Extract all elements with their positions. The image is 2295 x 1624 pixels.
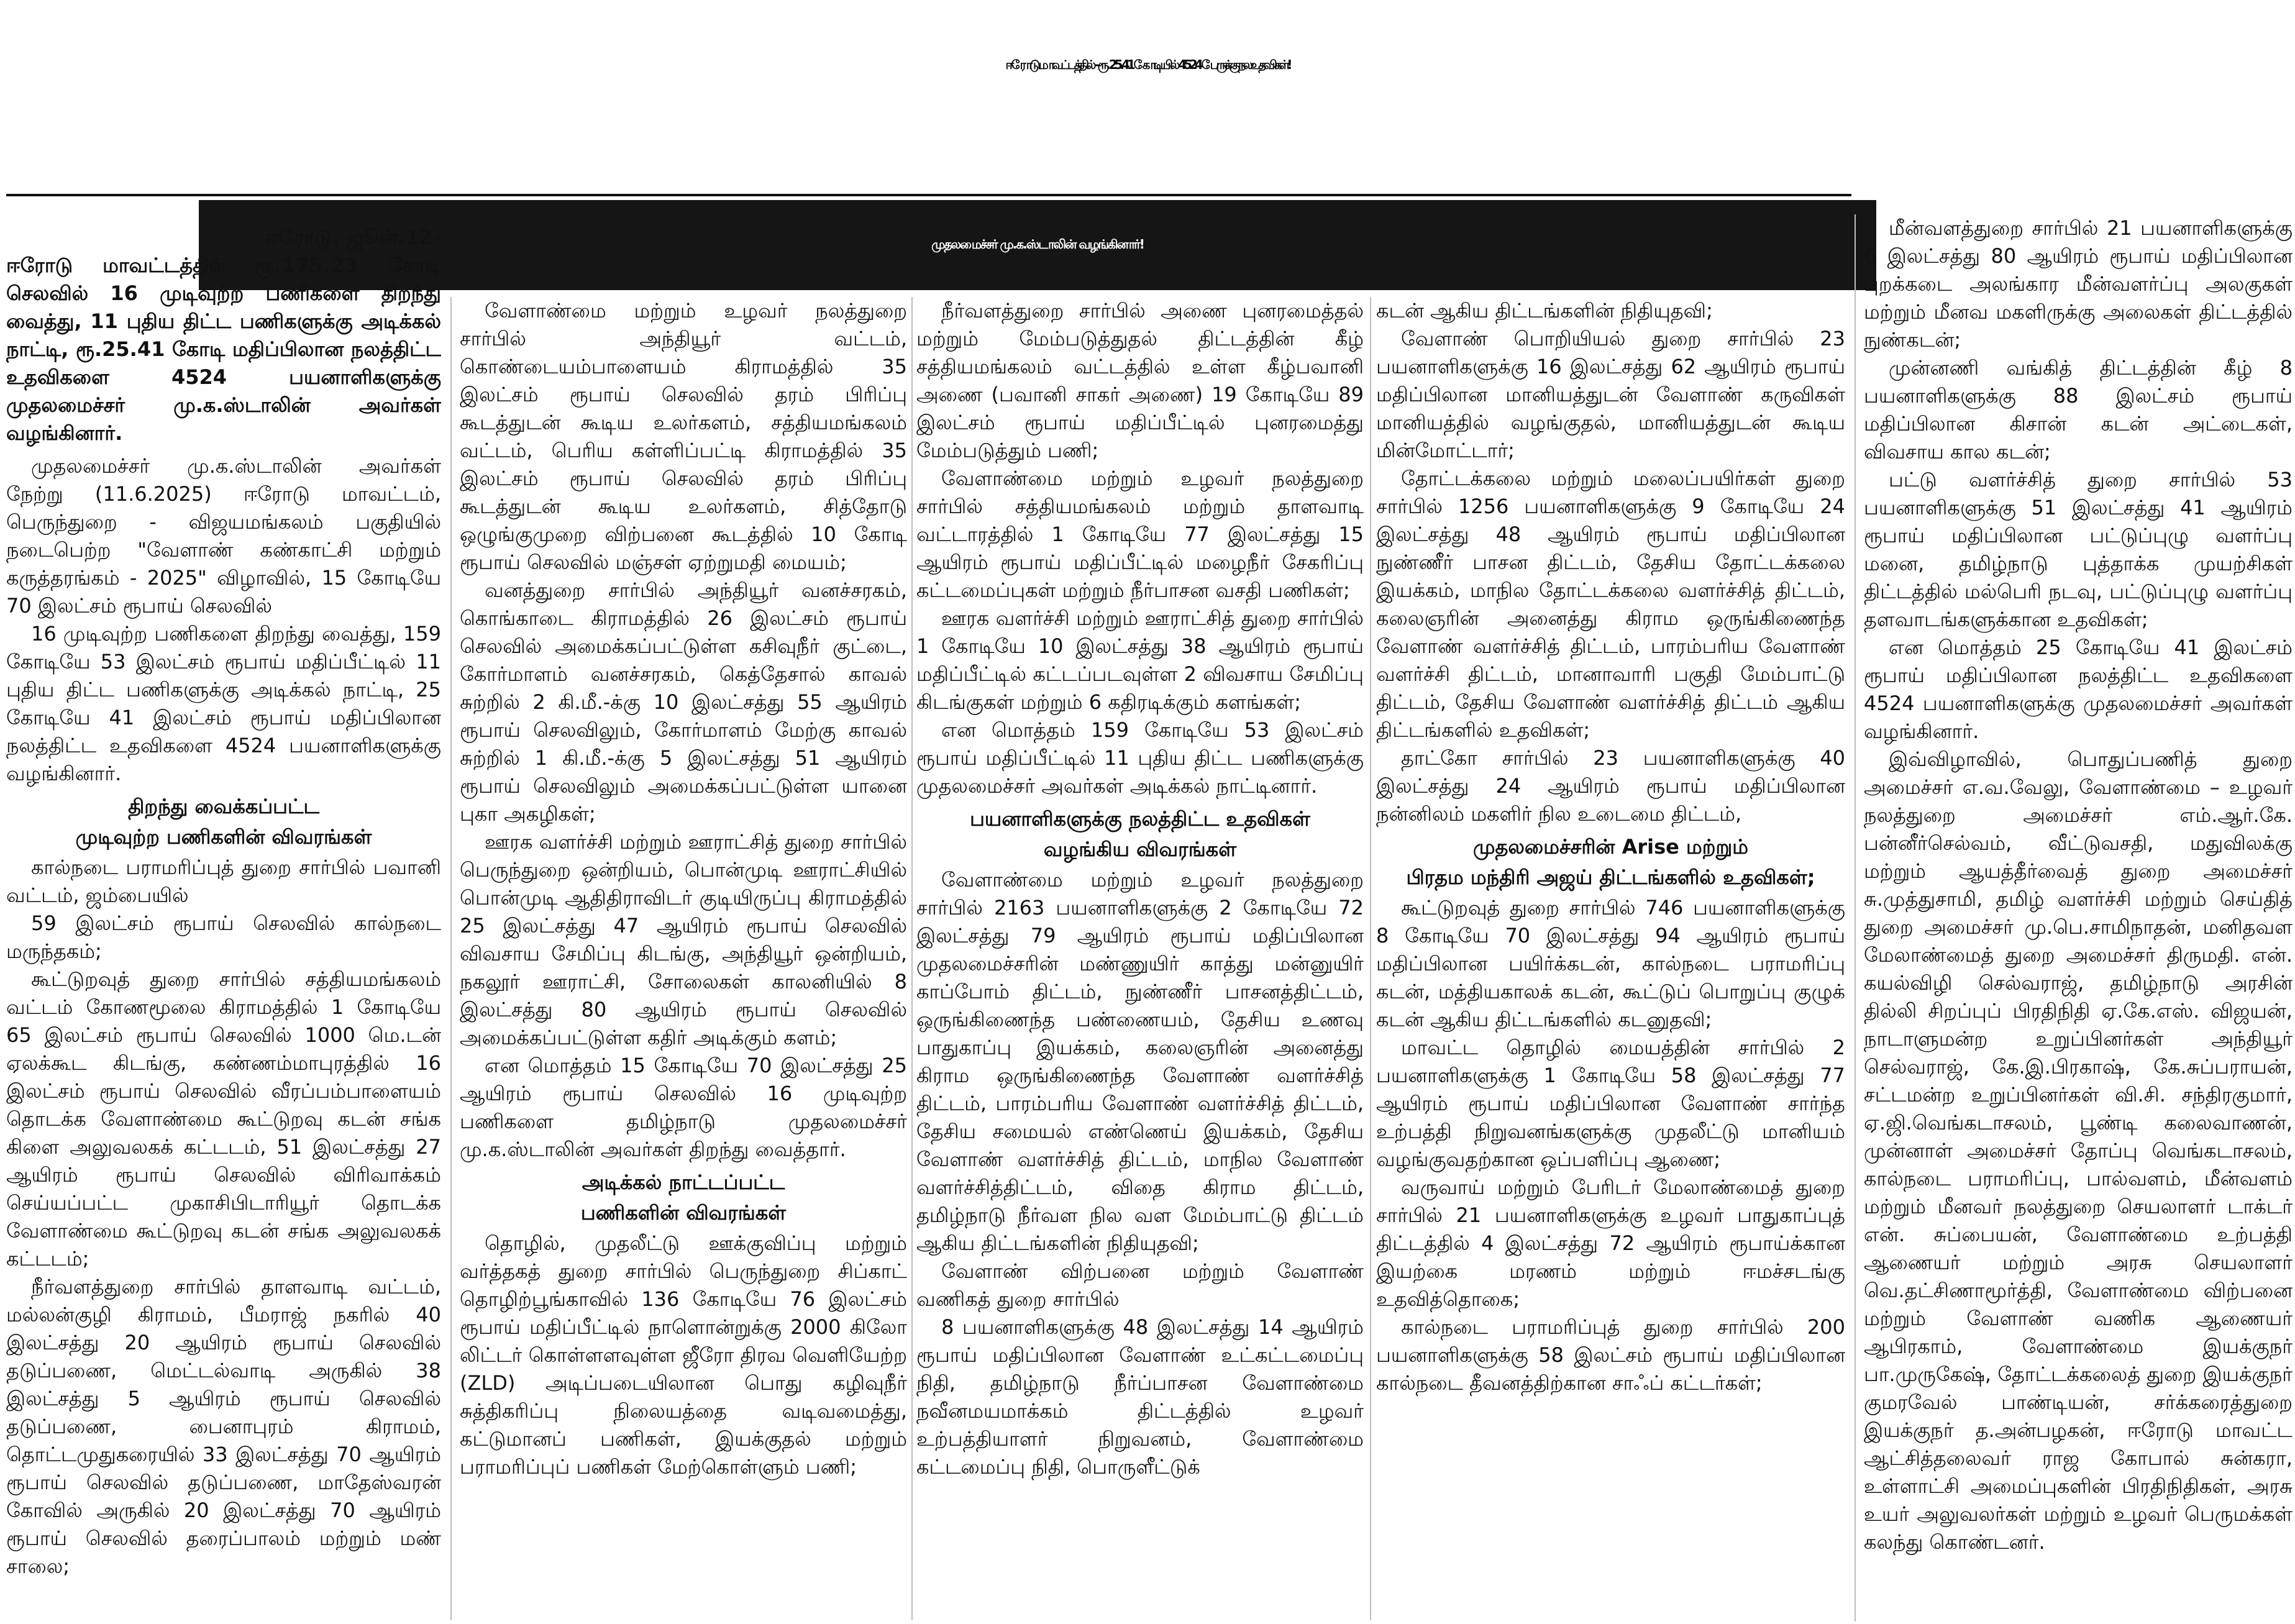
paragraph: வேளாண்மை மற்றும் உழவர் நலத்துறை சார்பில் 2163 பயனாளிகளுக்கு 2 கோடியே 72 இலட்சத்து 79 ஆயிரம் ரூபாய் மதிப்பிலான முதலமைச்சரின் மண்ணுயிர் காத்து மன்னுயிர் காப்போம் திட்டம், நுண்ணீர் பாசனத்திட்டம், ஒருங்கிணைந்த பண்ணையம், தேசிய உணவு பாதுகாப்பு இயக்கம், கலைஞரின் அனைத்து கிராம ஒருங்கிணைந்த வேளாண் வளர்ச்சித் திட்டம், பாரம்பரிய வேளாண் வளர்ச்சித் திட்டம், தேசிய சமையல் எண்ணெய் இயக்கம், தேசிய வேளாண் வளர்ச்சித் திட்டம், மாநில வேளாண் வளர்ச்சித்திட்டம், விதை கிராம திட்டம், தமிழ்நாடு நீர்வள நில வள மேம்பாட்டு திட்டம் ஆகிய திட்டங்களின் நிதியுதவி; [916,868,1364,1255]
section-subheading: முதலமைச்சரின் Arise மற்றும் [1472,835,1749,859]
paragraph: வருவாய் மற்றும் பேரிடர் மேலாண்மைத் துறை சார்பில் 21 பயனாளிகளுக்கு உழவர் பாதுகாப்புத் திட்டத்தில் 4 இலட்சத்து 72 ஆயிரம் ரூபாய்க்கான இயற்கை மரணம் மற்றும் ஈமச்சடங்கு உதவித்தொகை; [1376,1175,1845,1311]
article-column-3 [916,297,1364,1624]
paragraph: ஊரக வளர்ச்சி மற்றும் ஊராட்சித் துறை சார்பில் பெருந்துறை ஒன்றியம், பொன்முடி ஊராட்சியில் பொன்முடி ஆதிதிராவிடர் குடியிருப்பு கிராமத்தில் 25 இலட்சத்து 47 ஆயிரம் ரூபாய் செலவில் விவசாய சேமிப்பு கிடங்கு, அந்தியூர் ஒன்றியம், நகலூர் ஊராட்சி, சோலைகள் காலனியில் 8 இலட்சத்து 80 ஆயிரம் ரூபாய் செலவில் அமைக்கப்பட்டுள்ள கதிர் அடிக்கும் களம்; [460,830,907,1049]
headline-rule [6,194,1851,196]
column-divider [1370,297,1371,1620]
paragraph: நீர்வளத்துறை சார்பில் தாளவாடி வட்டம், மல்லன்குழி கிராமம், பீமராஜ் நகரில் 40 இலட்சத்து 20 ஆயிரம் ரூபாய் செலவில் தடுப்பணை, மெட்டல்வாடி அருகில் 38 இலட்சத்து 5 ஆயிரம் ரூபாய் செலவில் தடுப்பணை, பைனாபுரம் கிராமம், தொட்டமுதுகரையில் 33 இலட்சத்து 70 ஆயிரம் ரூபாய் செலவில் தடுப்பணை, மாதேஸ்வரன் கோவில் அருகில் 20 இலட்சத்து 70 ஆயிரம் ரூபாய் செலவில் தரைப்பாலம் மற்றும் மண் சாலை; [6,1275,441,1578]
paragraph: என மொத்தம் 25 கோடியே 41 இலட்சம் ரூபாய் மதிப்பிலான நலத்திட்ட உதவிகளை 4524 பயனாளிகளுக்கு முதலமைச்சர் அவர்கள் வழங்கினார். [1864,636,2293,743]
paragraph: என மொத்தம் 15 கோடியே 70 இலட்சத்து 25 ஆயிரம் ரூபாய் செலவில் 16 முடிவுற்ற பணிகளை தமிழ்நாடு முதலமைச்சர் மு.க.ஸ்டாலின் அவர்கள் திறந்து வைத்தார். [460,1054,907,1161]
paragraph: பட்டு வளர்ச்சித் துறை சார்பில் 53 பயனாளிகளுக்கு 51 இலட்சத்து 41 ஆயிரம் ரூபாய் மதிப்பிலான பட்டுப்புழு வளர்ப்பு மனை, தமிழ்நாடு புத்தாக்க முயற்சிகள் திட்டத்தில் மல்பெரி நடவு, பட்டுப்புழு வளர்ப்பு தளவாடங்களுக்கான உதவிகள்; [1864,468,2293,631]
column-divider [450,297,452,1620]
paragraph: வேளாண் பொறியியல் துறை சார்பில் 23 பயனாளிகளுக்கு 16 இலட்சத்து 62 ஆயிரம் ரூபாய் மதிப்பிலான மானியத்துடன் வேளாண் கருவிகள் மானியத்தில் வழங்குதல், மானியத்துடன் கூடிய மின்மோட்டார்; [1376,327,1845,462]
paragraph: கால்நடை பராமரிப்புத் துறை சார்பில் பவானி வட்டம், ஜம்பையில் [6,855,441,907]
paragraph: வேளாண்மை மற்றும் உழவர் நலத்துறை சார்பில் சத்தியமங்கலம் மற்றும் தாளவாடி வட்டாரத்தில் 1 கோடியே 77 இலட்சத்து 15 ஆயிரம் ரூபாய் மதிப்பீட்டில் மழைநீர் சேகரிப்பு கட்டமைப்புகள் மற்றும் நீர்பாசன வசதி பணிகள்; [916,467,1364,602]
paragraph: கடன் ஆகிய திட்டங்களின் நிதியுதவி; [1376,299,1713,322]
article-column-1 [6,224,441,1622]
paragraph: கால்நடை பராமரிப்புத் துறை சார்பில் 200 பயனாளிகளுக்கு 58 இலட்சம் ரூபாய் மதிப்பிலான கால்நடை தீவனத்திற்கான சாஃப் கட்டர்கள்; [1376,1315,1845,1395]
column-divider [1855,214,1856,1622]
paragraph: நீர்வளத்துறை சார்பில் அணை புனரமைத்தல் மற்றும் மேம்படுத்துதல் திட்டத்தின் கீழ் சத்தியமங்கலம் வட்டத்தில் உள்ள கீழ்பவானி அணை (பவானி சாகர் அணை) 19 கோடியே 89 இலட்சம் ரூபாய் மதிப்பீட்டில் புனரமைத்து மேம்படுத்தும் பணி; [916,299,1364,462]
section-subheading: பணிகளின் விவரங்கள் [580,1201,787,1225]
column-divider [911,297,913,1620]
section-subheading: முடிவுற்ற பணிகளின் விவரங்கள் [75,825,372,849]
paragraph: 8 பயனாளிகளுக்கு 48 இலட்சத்து 14 ஆயிரம் ரூபாய் மதிப்பிலான வேளாண் உட்கட்டமைப்பு நிதி, தமிழ்நாடு நீர்ப்பாசன வேளாண்மை நவீனமயமாக்கம் திட்டத்தில் உழவர் உற்பத்தியாளர் நிறுவனம், வேளாண்மை கட்டமைப்பு நிதி, பொருளீட்டுக் [916,1315,1364,1479]
section-subheading: பயனாளிகளுக்கு நலத்திட்ட உதவிகள் [970,807,1310,831]
paragraph: மீன்வளத்துறை சார்பில் 21 பயனாளிகளுக்கு 6 இலட்சத்து 80 ஆயிரம் ரூபாய் மதிப்பிலான புறக்கடை அலங்கார மீன்வளர்ப்பு அலகுகள் மற்றும் மீனவ மகளிருக்கு அலைகள் திட்டத்தில் நுண்கடன்; [1864,216,2293,352]
paragraph: 16 முடிவுற்ற பணிகளை திறந்து வைத்து, 159 கோடியே 53 இலட்சம் ரூபாய் மதிப்பீட்டில் 11 புதிய திட்ட பணிகளுக்கு அடிக்கல் நாட்டி, 25 கோடியே 41 இலட்சம் ரூபாய் மதிப்பிலான நலத்திட்ட உதவிகளை 4524 பயனாளிகளுக்கு வழங்கினார். [6,622,441,785]
dateline: ஈரோடு, ஜூன்.12- [265,226,441,249]
section-subheading: திறந்து வைக்கப்பட்ட [128,795,319,818]
section-subheading: பிரதம மந்திரி அஜய் திட்டங்களில் உதவிகள்; [1406,865,1815,889]
paragraph: தோட்டக்கலை மற்றும் மலைப்பயிர்கள் துறை சார்பில் 1256 பயனாளிகளுக்கு 9 கோடியே 24 இலட்சத்து 48 ஆயிரம் ரூபாய் மதிப்பிலான நுண்ணீர் பாசன திட்டம், தேசிய தோட்டக்கலை இயக்கம், மாநில தோட்டக்கலை வளர்ச்சித் திட்டம், கலைஞரின் அனைத்து கிராம ஒருங்கிணைந்த வேளாண் வளர்ச்சித் திட்டம், பாரம்பரிய வேளாண் வளர்ச்சி திட்டம், மானாவாரி பகுதி மேம்பாட்டு திட்டம், தேசிய வேளாண் வளர்ச்சித் திட்டம் ஆகிய திட்டங்களில் உதவிகள்; [1376,467,1845,742]
subheadline-banner: முதலமைச்சர் மு.க.ஸ்டாலின் வழங்கினார்! [199,200,1876,290]
paragraph: ஊரக வளர்ச்சி மற்றும் ஊராட்சித் துறை சார்பில் 1 கோடியே 10 இலட்சத்து 38 ஆயிரம் ரூபாய் மதிப்பீட்டில் கட்டப்படவுள்ள 2 விவசாய சேமிப்பு கிடங்குகள் மற்றும் 6 கதிரடிக்கும் களங்கள்; [916,606,1364,714]
paragraph: என மொத்தம் 159 கோடியே 53 இலட்சம் ரூபாய் மதிப்பீட்டில் 11 புதிய திட்ட பணிகளுக்கு முதலமைச்சர் அவர்கள் அடிக்கல் நாட்டினார். [916,718,1364,798]
paragraph: கூட்டுறவுத் துறை சார்பில் 746 பயனாளிகளுக்கு 8 கோடியே 70 இலட்சத்து 94 ஆயிரம் ரூபாய் மதிப்பிலான பயிர்க்கடன், கால்நடை பராமரிப்பு கடன், மத்தியகாலக் கடன், கூட்டுப் பொறுப்பு குழுக் கடன் ஆகிய திட்டங்களில் கடனுதவி; [1376,896,1845,1031]
article-column-4 [1376,297,1845,1624]
paragraph: வேளாண்மை மற்றும் உழவர் நலத்துறை சார்பில் அந்தியூர் வட்டம், கொண்டையம்பாளையம் கிராமத்தில் 35 இலட்சம் ரூபாய் செலவில் தரம் பிரிப்பு கூடத்துடன் கூடிய உலர்களம், சத்தியமங்கலம் வட்டம், பெரிய கள்ளிப்பட்டி கிராமத்தில் 35 இலட்சம் ரூபாய் செலவில் தரம் பிரிப்பு கூடத்துடன் கூடிய உலர்களம், சித்தோடு ஒழுங்குமுறை விற்பனை கூடத்தில் 10 கோடி ரூபாய் செலவில் மஞ்சள் ஏற்றுமதி மையம்; [460,299,907,574]
paragraph: தாட்கோ சார்பில் 23 பயனாளிகளுக்கு 40 இலட்சத்து 24 ஆயிரம் ரூபாய் மதிப்பிலான நன்னிலம் மகளிர் நில உடைமை திட்டம், [1376,746,1845,826]
paragraph: இவ்விழாவில், பொதுப்பணித் துறை அமைச்சர் எ.வ.வேலு, வேளாண்மை – உழவர் நலத்துறை அமைச்சர் எம்.ஆர்.கே. பன்னீர்செல்வம், வீட்டுவசதி, மதுவிலக்கு மற்றும் ஆயத்தீர்வைத் துறை அமைச்சர் சு.முத்துசாமி, தமிழ் வளர்ச்சி மற்றும் செய்தித் துறை அமைச்சர் மு.பெ.சாமிநாதன், மனிதவள மேலாண்மைத் துறை அமைச்சர் திருமதி. என். கயல்விழி செல்வராஜ், தமிழ்நாடு அரசின் தில்லி சிறப்புப் பிரதிநிதி ஏ.கே.எஸ். விஜயன், நாடாளுமன்ற உறுப்பினர்கள் அந்தியூர் செல்வராஜ், கே.இ.பிரகாஷ், கே.சுப்பராயன், சட்டமன்ற உறுப்பினர்கள் வி.சி. சந்திரகுமார், ஏ.ஜி.வெங்கடாசலம், பூண்டி கலைவாணன், முன்னாள் அமைச்சர் தோப்பு வெங்கடாசலம், கால்நடை பராமரிப்பு, பால்வளம், மீன்வளம் மற்றும் மீனவர் நலத்துறை செயலாளர் டாக்டர் என். சுப்பையன், வேளாண்மை உற்பத்தி ஆணையர் மற்றும் அரசு செயலாளர் வெ.தட்சிணாமூர்த்தி, வேளாண்மை விற்பனை மற்றும் வேளாண் வணிக ஆணையர் ஆபிரகாம், வேளாண்மை இயக்குநர் பா.முருகேஷ், தோட்டக்கலைத் துறை இயக்குநர் குமரவேல் பாண்டியன், சர்க்கரைத்துறை இயக்குநர் த.அன்பழகன், ஈரோடு மாவட்ட ஆட்சித்தலைவர் ராஜ கோபால் சுன்கரா, உள்ளாட்சி அமைப்புகளின் பிரதிநிதிகள், அரசு உயர் அலுவலர்கள் மற்றும் உழவர் பெருமக்கள் கலந்து கொண்டனர். [1864,747,2293,1554]
section-subheading: வழங்கிய விவரங்கள் [1043,837,1237,861]
paragraph: மாவட்ட தொழில் மையத்தின் சார்பில் 2 பயனாளிகளுக்கு 1 கோடியே 58 இலட்சத்து 77 ஆயிரம் ரூபாய் மதிப்பிலான வேளாண் சார்ந்த உற்பத்தி நிறுவனங்களுக்கு முதலீட்டு மானியம் வழங்குவதற்கான ஒப்பளிப்பு ஆணை; [1376,1036,1845,1171]
paragraph: 59 இலட்சம் ரூபாய் செலவில் கால்நடை மருந்தகம்; [6,911,441,963]
paragraph: முன்னணி வங்கித் திட்டத்தின் கீழ் 8 பயனாளிகளுக்கு 88 இலட்சம் ரூபாய் மதிப்பிலான கிசான் கடன் அட்டைகள், விவசாய கால கடன்; [1864,356,2293,463]
paragraph: வேளாண் விற்பனை மற்றும் வேளாண் வணிகத் துறை சார்பில் [916,1259,1364,1311]
section-subheading: அடிக்கல் நாட்டப்பட்ட [582,1170,785,1194]
paragraph: முதலமைச்சர் மு.க.ஸ்டாலின் அவர்கள் நேற்று (11.6.2025) ஈரோடு மாவட்டம், பெருந்துறை - விஜயமங்கலம் பகுதியில் நடைபெற்ற "வேளாண் கண்காட்சி மற்றும் கருத்தரங்கம் - 2025" விழாவில், 15 கோடியே 70 இலட்சம் ரூபாய் செலவில் [6,454,441,618]
headline: ஈரோடு மாவட்டத்தில் - ரூ. 25.41 கோடியில் 4524 பேருக்கு நலஉதவிகள்! [1005,57,1290,72]
article-column-5 [1864,214,2293,1622]
paragraph: தொழில், முதலீட்டு ஊக்குவிப்பு மற்றும் வர்த்தகத் துறை சார்பில் பெருந்துறை சிப்காட் தொழிற்பூங்காவில் 136 கோடியே 76 இலட்சம் ரூபாய் மதிப்பீட்டில் நாளொன்றுக்கு 2000 கிலோ லிட்டர் கொள்ளளவுள்ள ஜீரோ திரவ வெளியேற்ற (ZLD) அடிப்படையிலான பொது கழிவுநீர் சுத்திகரிப்பு நிலையத்தை வடிவமைத்து, கட்டுமானப் பணிகள், இயக்குதல் மற்றும் பராமரிப்புப் பணிகள் மேற்கொள்ளும் பணி; [460,1231,907,1479]
paragraph: கூட்டுறவுத் துறை சார்பில் சத்தியமங்கலம் வட்டம் கோணமூலை கிராமத்தில் 1 கோடியே 65 இலட்சம் ரூபாய் செலவில் 1000 மெ.டன் ஏலக்கூட கிடங்கு, கண்ணம்மாபுரத்தில் 16 இலட்சம் ரூபாய் செலவில் வீரப்பம்பாளையம் தொடக்க வேளாண்மை கூட்டுறவு கடன் சங்க கிளை அலுவலகக் கட்டடம், 51 இலட்சத்து 27 ஆயிரம் ரூபாய் செலவில் விரிவாக்கம் செய்யப்பட்ட முகாசிபிடாரியூர் தொடக்க வேளாண்மை கூட்டுறவு கடன் சங்க அலுவலகக் கட்டடம்; [6,967,441,1270]
article-column-2 [460,297,907,1624]
paragraph: வனத்துறை சார்பில் அந்தியூர் வனச்சரகம், கொங்காடை கிராமத்தில் 26 இலட்சம் ரூபாய் செலவில் அமைக்கப்பட்டுள்ள கசிவுநீர் குட்டை, கோர்மாளம் வனச்சரகம், கெத்தேசால் காவல் சுற்றில் 2 கி.மீ.-க்கு 10 இலட்சத்து 55 ஆயிரம் ரூபாய் செலவிலும், கோர்மாளம் மேற்கு காவல் சுற்றில் 1 கி.மீ.-க்கு 5 இலட்சத்து 51 ஆயிரம் ரூபாய் செலவிலும் அமைக்கப்பட்டுள்ள யானை புகா அகழிகள்; [460,578,907,826]
lead-paragraph: ஈரோடு மாவட்டத்தில் ரூ.175.23 கோடி செலவில் 16 முடிவுற்ற பணிகளை திறந்து வைத்து, 11 புதிய திட்ட பணிகளுக்கு அடிக்கல் நாட்டி, ரூ.25.41 கோடி மதிப்பிலான நலத்திட்ட உதவிகளை 4524 பயனாளிகளுக்கு முதலமைச்சர் மு.க.ஸ்டாலின் அவர்கள் வழங்கினார். [6,253,441,445]
